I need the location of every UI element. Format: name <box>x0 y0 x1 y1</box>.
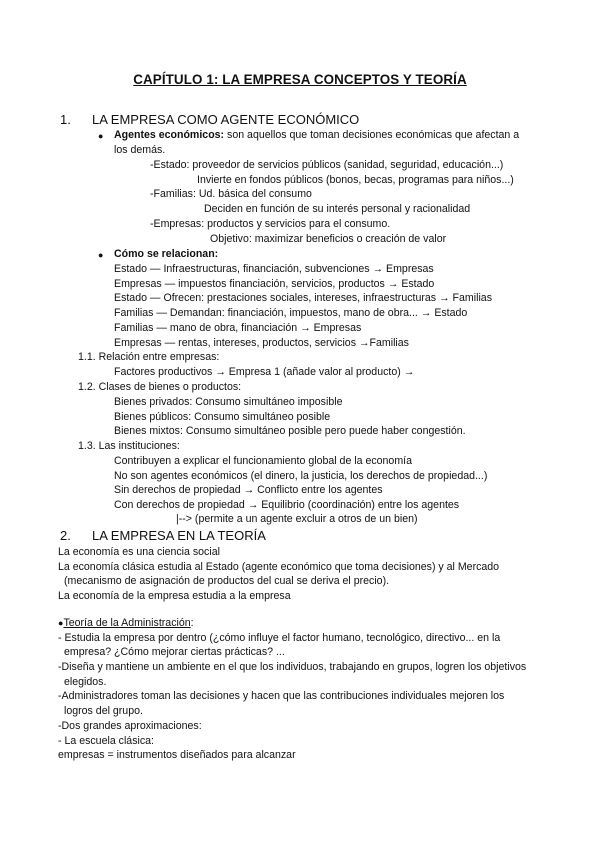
list-item: Con derechos de propiedad → Equilibrio (coordinación) entre los agentes <box>114 499 460 511</box>
section-1-heading <box>60 112 560 128</box>
list-item: Estado — Infraestructuras, financiación, subvenciones → Empresas <box>114 263 434 275</box>
list-item: Empresas — rentas, intereses, productos, servicios →Familias <box>114 337 409 349</box>
bullet-icon: ● <box>98 250 104 260</box>
admin-line: -Diseña y mantiene un ambiente en el que los individuos, trabajando en grupos, logren los objetivos <box>58 661 527 673</box>
list-item: Sin derechos de propiedad → Conflicto entre los agentes <box>114 484 383 496</box>
list-item: -Empresas: productos y servicios para el consumo. <box>150 218 391 230</box>
list-item: Invierte en fondos públicos (bonos, becas, programas para niños...) <box>197 174 514 186</box>
admin-line: -Administradores toman las decisiones y hacen que las contribuciones individuales mejoren los <box>58 690 505 702</box>
relaciones-term: Cómo se relacionan: <box>114 248 219 260</box>
list-item: Familias — Demandan: financiación, impuestos, mano de obra... → Estado <box>114 307 468 319</box>
list-item: Familias — mano de obra, financiación → Empresas <box>114 322 362 334</box>
admin-line: elegidos. <box>64 676 107 688</box>
paragraph-line: La economía clásica estudia al Estado (agente económico que toma decisiones) y al Mercado <box>58 561 500 573</box>
list-item: Contribuyen a explicar el funcionamiento global de la economía <box>114 455 412 467</box>
admin-heading-colon: : <box>190 617 194 629</box>
subsection-1-3-heading: 1.3. Las instituciones: <box>78 440 180 452</box>
agentes-definition-text: son aquellos que toman decisiones económicas que afectan a <box>224 129 520 141</box>
list-item: Objetivo: maximizar beneficios o creación de valor <box>210 233 447 245</box>
section-2-number: 2. <box>60 528 71 543</box>
list-item: Factores productivos → Empresa 1 (añade valor al producto) → <box>114 366 415 378</box>
admin-line: - La escuela clásica: <box>58 735 154 747</box>
list-item: Bienes públicos: Consumo simultáneo posible <box>114 411 331 423</box>
list-item: No son agentes económicos (el dinero, la justicia, los derechos de propiedad...) <box>114 470 488 482</box>
bullet-icon: ● <box>98 131 104 141</box>
bullet-icon: ● <box>58 618 64 628</box>
list-item: |--> (permite a un agente excluir a otros de un bien) <box>176 513 418 525</box>
list-item: Empresas — impuestos financiación, servicios, productos → Estado <box>114 278 435 290</box>
admin-line: logros del grupo. <box>64 705 143 717</box>
paragraph-line: La economía es una ciencia social <box>58 546 220 558</box>
subsection-1-1-heading: 1.1. Relación entre empresas: <box>78 351 220 363</box>
admin-line: empresa? ¿Cómo mejorar ciertas prácticas? ... <box>64 646 285 658</box>
admin-line: - Estudia la empresa por dentro (¿cómo influye el factor humano, tecnológico, directivo... en la <box>58 632 501 644</box>
section-2-title: LA EMPRESA EN LA TEORÍA <box>92 528 266 543</box>
list-item: Bienes mixtos: Consumo simultáneo posible pero puede haber congestión. <box>114 425 466 437</box>
admin-heading-text: Teoría de la Administración <box>63 617 191 629</box>
list-item: Estado — Ofrecen: prestaciones sociales, intereses, infraestructuras → Familias <box>114 292 492 304</box>
list-item: Bienes privados: Consumo simultáneo imposible <box>114 396 343 408</box>
paragraph-line: La economía de la empresa estudia a la empresa <box>58 590 291 602</box>
subsection-1-2-heading: 1.2. Clases de bienes o productos: <box>78 381 242 393</box>
paragraph-line: (mecanismo de asignación de productos del cual se deriva el precio). <box>64 575 390 587</box>
list-item: -Estado: proveedor de servicios públicos (sanidad, seguridad, educación...) <box>150 159 504 171</box>
chapter-title: CAPÍTULO 1: LA EMPRESA CONCEPTOS Y TEORÍA <box>133 72 467 87</box>
agentes-definition <box>114 129 519 142</box>
admin-heading <box>58 617 194 630</box>
list-item: -Familias: Ud. básica del consumo <box>150 188 312 200</box>
agentes-term: Agentes económicos: <box>114 129 225 141</box>
agentes-definition-cont: los demás. <box>114 144 166 156</box>
section-1-title: LA EMPRESA COMO AGENTE ECONÓMICO <box>92 112 360 127</box>
admin-line: empresas = instrumentos diseñados para alcanzar <box>58 749 296 761</box>
admin-line: -Dos grandes aproximaciones: <box>58 720 202 732</box>
list-item: Deciden en función de su interés personal y racionalidad <box>204 203 471 215</box>
section-1-number: 1. <box>60 112 71 127</box>
section-2-heading <box>60 528 560 544</box>
